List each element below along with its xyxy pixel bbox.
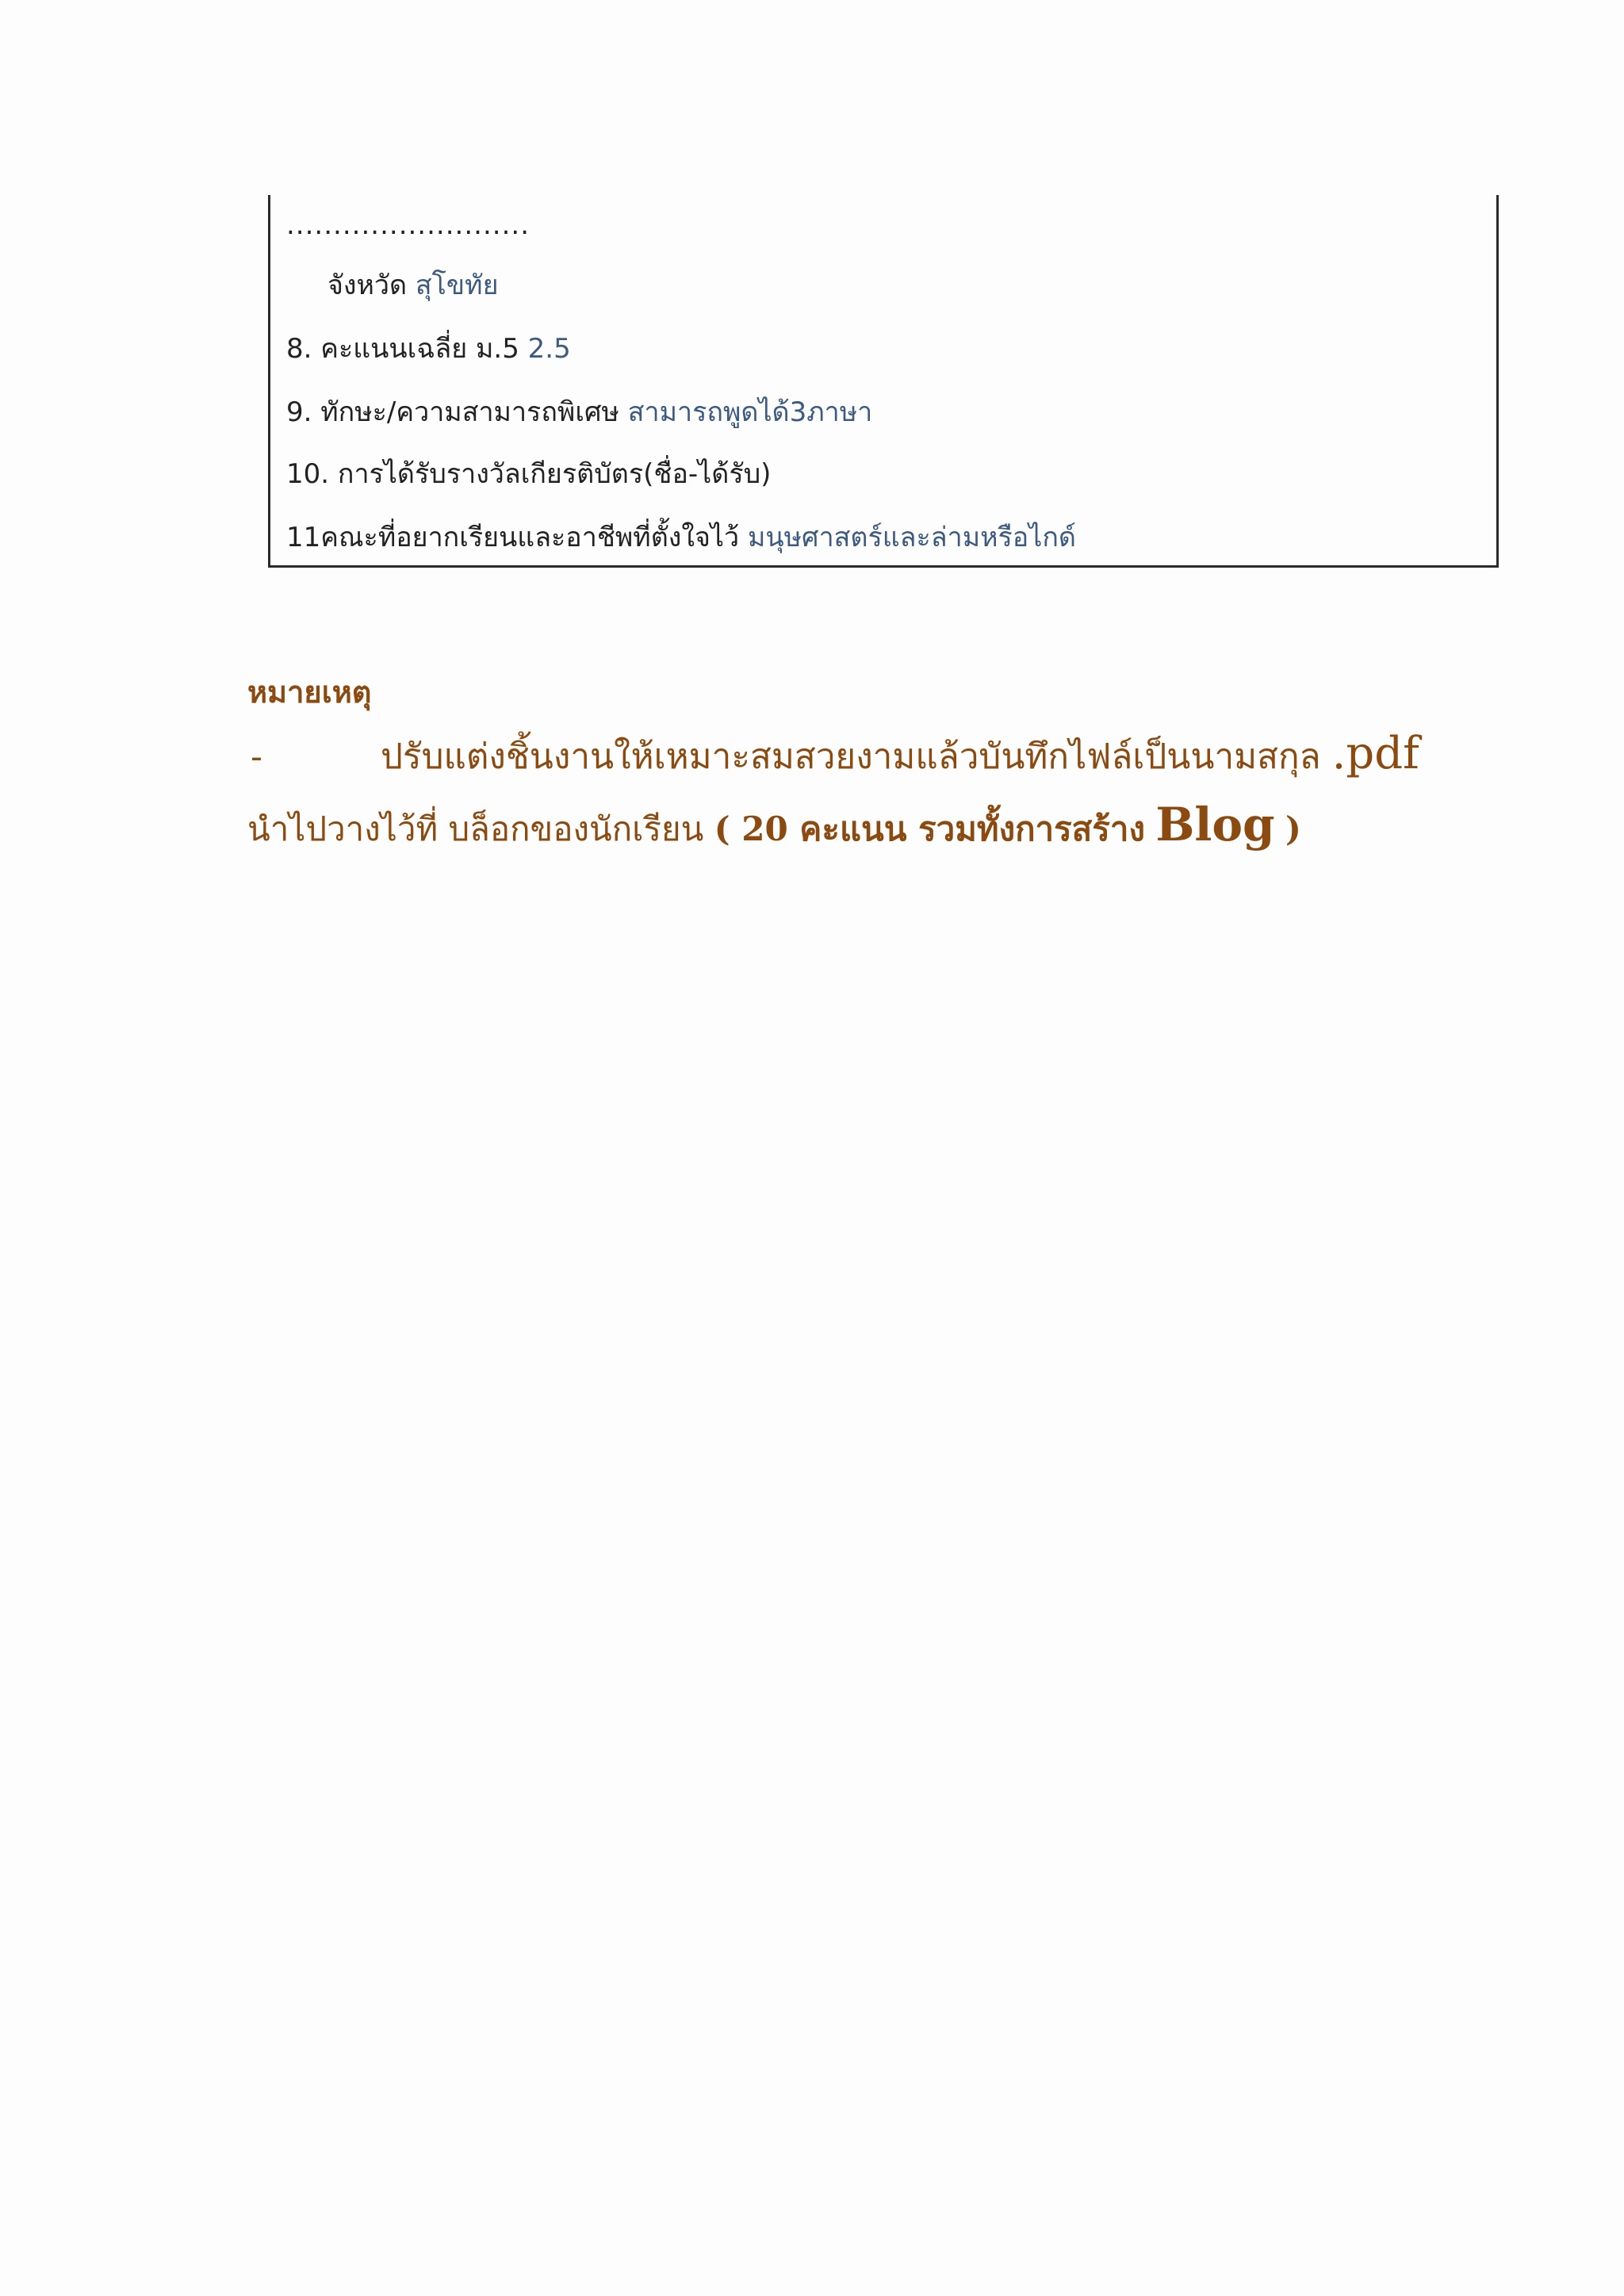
pdf-extension: .pdf [1331,728,1419,779]
note-line-1 [251,728,1419,784]
faculty-value: มนุษศาสตร์และล่ามหรือไกด์ [747,522,1076,553]
student-info-form-box [268,195,1499,568]
dotted-placeholder: .......................... [286,209,530,241]
points-text: ( 20 คะแนน รวมทั้งการสร้าง [714,809,1145,848]
skill-line [286,390,872,433]
close-paren: ) [1285,809,1301,848]
award-label: 10. การได้รับรางวัลเกียรติบัตร(ชื่อ-ได้รับ) [286,458,772,490]
province-value: สุโขทัย [415,270,499,301]
faculty-label: 11คณะที่อยากเรียนและอาชีพที่ตั้งใจไว้ [286,522,740,553]
grade-label: 8. คะแนนเฉลี่ย ม.5 [286,333,519,365]
note-title: หมายเหตุ [247,674,372,710]
note-line-1-text: ปรับแต่งชิ้นงานให้เหมาะสมสวยงามแล้วบันทึกไฟล์เป็นนามสกุล [381,737,1321,777]
note-line-2-text: นำไปวางไว้ที่ บล็อกของนักเรียน [247,809,704,848]
skill-value: สามารถพูดได้3ภาษา [627,396,873,428]
bullet-dash: - [251,737,262,777]
note-line-2 [247,798,1301,855]
province-label: จังหวัด [327,270,408,301]
grade-value: 2.5 [527,333,571,365]
province-line [327,263,499,306]
blog-word: Blog [1155,798,1275,851]
grade-line [286,327,571,369]
award-line [286,452,771,495]
faculty-line [286,515,1076,558]
skill-label: 9. ทักษะ/ความสามารถพิเศษ [286,396,619,428]
